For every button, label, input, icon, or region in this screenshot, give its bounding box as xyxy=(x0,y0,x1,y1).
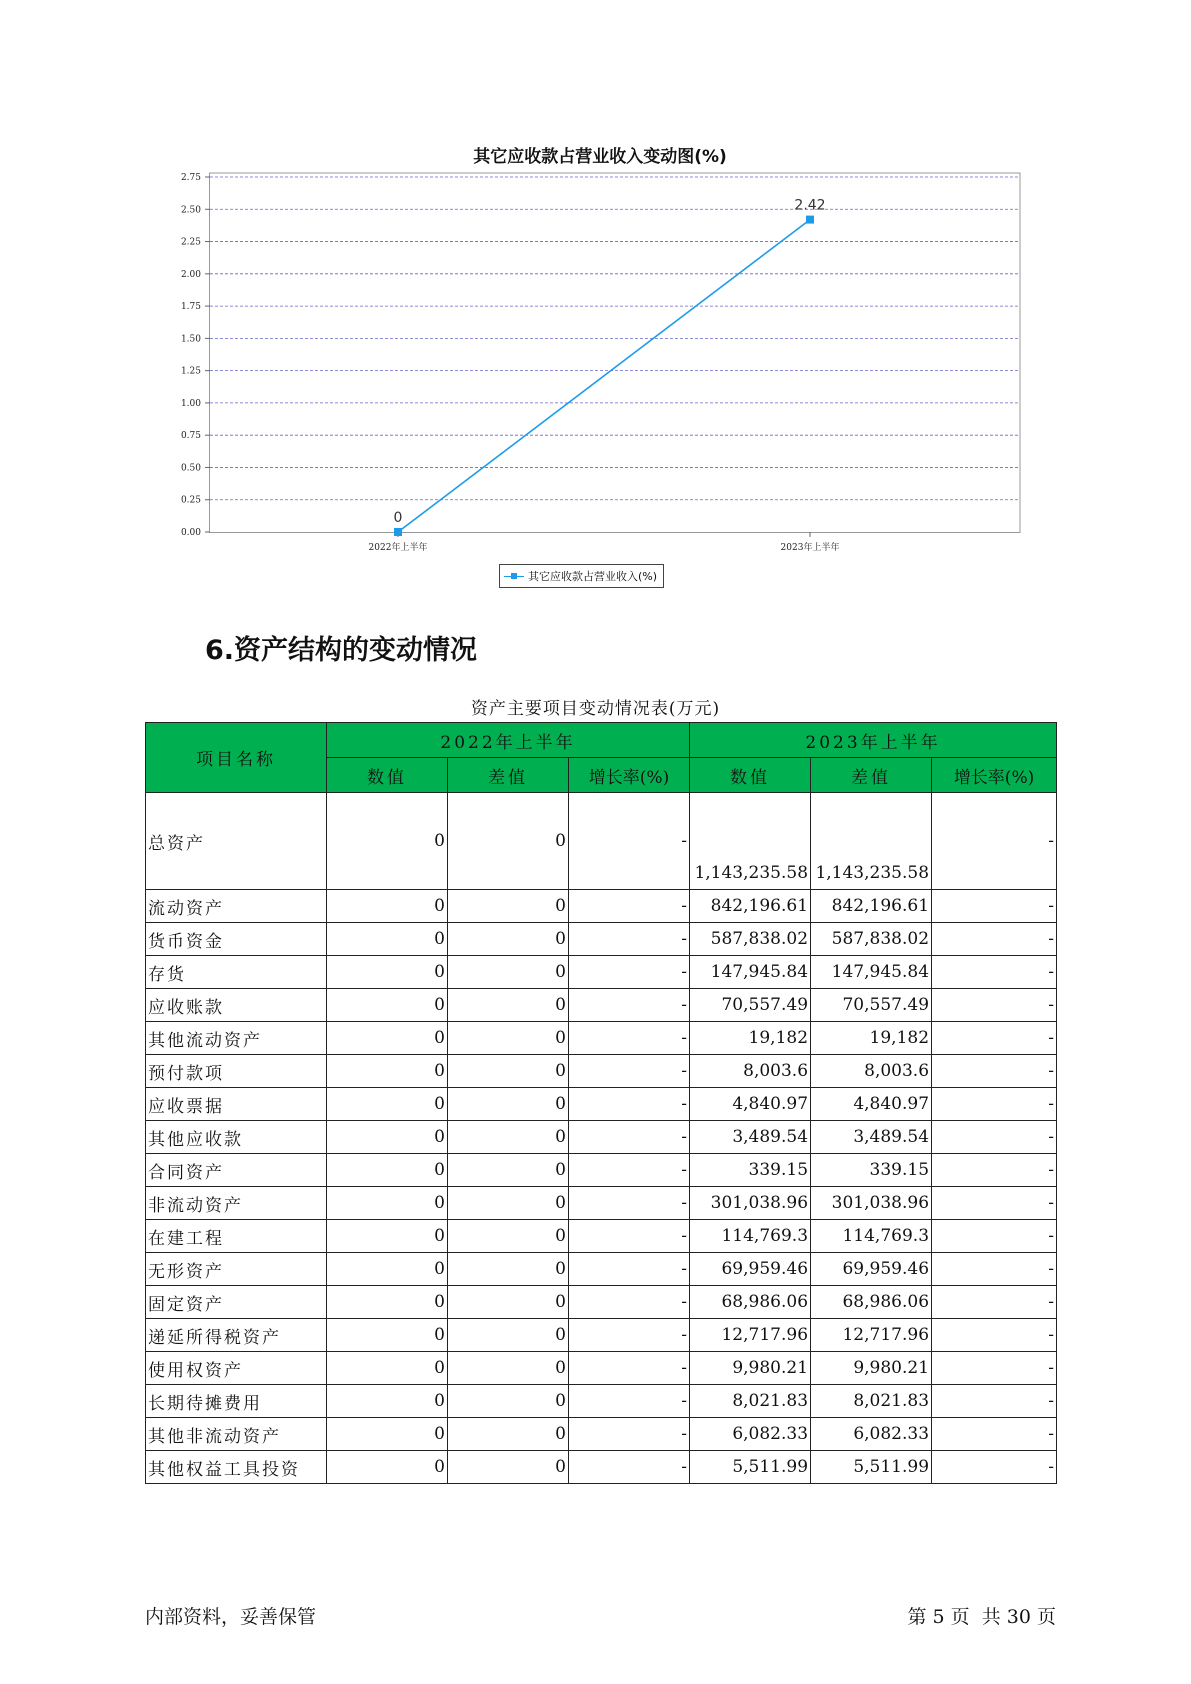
cell-growth-2023: - xyxy=(932,956,1057,989)
cell-value-2023: 842,196.61 xyxy=(690,890,811,923)
subheader-diff-2: 差值 xyxy=(811,758,932,793)
y-tick-label: 0.00 xyxy=(180,528,201,538)
row-item-name: 固定资产 xyxy=(146,1286,327,1319)
cell-growth-2023: - xyxy=(932,923,1057,956)
subheader-value-2: 数值 xyxy=(690,758,811,793)
cell-value-2022: 0 xyxy=(327,1385,448,1418)
cell-growth-2023: - xyxy=(932,1121,1057,1154)
cell-diff-2022: 0 xyxy=(448,1187,569,1220)
cell-value-2022: 0 xyxy=(327,1319,448,1352)
cell-diff-2023: 6,082.33 xyxy=(811,1418,932,1451)
cell-value-2023: 1,143,235.58 xyxy=(690,793,811,890)
chart-legend xyxy=(499,564,664,588)
y-tick-label: 0.50 xyxy=(180,463,201,474)
cell-diff-2023: 5,511.99 xyxy=(811,1451,932,1484)
series-line xyxy=(398,220,810,532)
cell-value-2023: 3,489.54 xyxy=(690,1121,811,1154)
cell-diff-2023: 3,489.54 xyxy=(811,1121,932,1154)
cell-growth-2023: - xyxy=(932,1253,1057,1286)
table-row xyxy=(146,793,1057,890)
y-tick-label: 1.25 xyxy=(180,366,201,377)
cell-growth-2023: - xyxy=(932,1352,1057,1385)
cell-diff-2022: 0 xyxy=(448,793,569,890)
line-chart xyxy=(150,165,1030,565)
cell-growth-2022: - xyxy=(569,956,690,989)
cell-growth-2022: - xyxy=(569,1319,690,1352)
y-tick-label: 0.25 xyxy=(180,495,201,506)
row-item-name: 存货 xyxy=(146,956,327,989)
table-row xyxy=(146,956,1057,989)
cell-growth-2022: - xyxy=(569,1088,690,1121)
data-label: 2.42 xyxy=(794,197,826,214)
table-caption: 资产主要项目变动情况表(万元) xyxy=(470,699,721,719)
row-item-name: 合同资产 xyxy=(146,1154,327,1187)
row-item-name: 其他应收款 xyxy=(146,1121,327,1154)
legend-series-marker xyxy=(504,571,524,581)
cell-diff-2023: 68,986.06 xyxy=(811,1286,932,1319)
row-item-name: 其他权益工具投资 xyxy=(146,1451,327,1484)
cell-growth-2023: - xyxy=(932,1187,1057,1220)
cell-diff-2022: 0 xyxy=(448,1451,569,1484)
table-row xyxy=(146,1187,1057,1220)
cell-value-2022: 0 xyxy=(327,956,448,989)
x-tick-label: 2023年上半年 xyxy=(780,543,840,553)
cell-value-2022: 0 xyxy=(327,1253,448,1286)
cell-value-2022: 0 xyxy=(327,1352,448,1385)
cell-diff-2023: 4,840.97 xyxy=(811,1088,932,1121)
row-item-name: 应收账款 xyxy=(146,989,327,1022)
cell-growth-2023: - xyxy=(932,793,1057,890)
row-item-name: 预付款项 xyxy=(146,1055,327,1088)
data-point xyxy=(806,216,814,224)
y-tick-label: 1.00 xyxy=(180,398,201,409)
cell-value-2022: 0 xyxy=(327,1022,448,1055)
cell-growth-2023: - xyxy=(932,1451,1057,1484)
cell-diff-2023: 587,838.02 xyxy=(811,923,932,956)
table-row xyxy=(146,1022,1057,1055)
table-body xyxy=(146,793,1057,1484)
cell-growth-2022: - xyxy=(569,1253,690,1286)
table-row xyxy=(146,923,1057,956)
cell-value-2022: 0 xyxy=(327,989,448,1022)
subheader-diff-1: 差值 xyxy=(448,758,569,793)
cell-diff-2023: 69,959.46 xyxy=(811,1253,932,1286)
cell-value-2022: 0 xyxy=(327,1187,448,1220)
row-item-name: 长期待摊费用 xyxy=(146,1385,327,1418)
cell-value-2022: 0 xyxy=(327,1154,448,1187)
table-row xyxy=(146,1088,1057,1121)
y-tick-label: 2.50 xyxy=(180,205,201,216)
row-item-name: 使用权资产 xyxy=(146,1352,327,1385)
cell-diff-2023: 301,038.96 xyxy=(811,1187,932,1220)
cell-value-2022: 0 xyxy=(327,793,448,890)
table-row xyxy=(146,1121,1057,1154)
cell-diff-2022: 0 xyxy=(448,1088,569,1121)
data-point xyxy=(394,528,402,536)
cell-value-2023: 339.15 xyxy=(690,1154,811,1187)
cell-value-2023: 301,038.96 xyxy=(690,1187,811,1220)
cell-value-2022: 0 xyxy=(327,1418,448,1451)
cell-value-2023: 8,003.6 xyxy=(690,1055,811,1088)
cell-diff-2022: 0 xyxy=(448,1121,569,1154)
table-row xyxy=(146,1220,1057,1253)
cell-diff-2023: 842,196.61 xyxy=(811,890,932,923)
row-item-name: 递延所得税资产 xyxy=(146,1319,327,1352)
cell-value-2023: 12,717.96 xyxy=(690,1319,811,1352)
table-row xyxy=(146,1154,1057,1187)
cell-growth-2022: - xyxy=(569,1451,690,1484)
cell-growth-2022: - xyxy=(569,1385,690,1418)
cell-diff-2022: 0 xyxy=(448,1154,569,1187)
cell-growth-2022: - xyxy=(569,1121,690,1154)
cell-diff-2023: 70,557.49 xyxy=(811,989,932,1022)
cell-diff-2023: 12,717.96 xyxy=(811,1319,932,1352)
cell-value-2023: 19,182 xyxy=(690,1022,811,1055)
cell-diff-2022: 0 xyxy=(448,1220,569,1253)
cell-growth-2022: - xyxy=(569,793,690,890)
cell-diff-2023: 339.15 xyxy=(811,1154,932,1187)
cell-growth-2022: - xyxy=(569,1286,690,1319)
cell-growth-2023: - xyxy=(932,989,1057,1022)
cell-diff-2023: 19,182 xyxy=(811,1022,932,1055)
footer-confidential-note: 内部资料，妥善保管 xyxy=(145,1606,317,1628)
row-item-name: 总资产 xyxy=(146,793,327,890)
cell-diff-2023: 1,143,235.58 xyxy=(811,793,932,890)
cell-value-2022: 0 xyxy=(327,1286,448,1319)
cell-growth-2023: - xyxy=(932,1088,1057,1121)
cell-growth-2022: - xyxy=(569,989,690,1022)
table-row xyxy=(146,989,1057,1022)
legend-series-label: 其它应收款占营业收入(%) xyxy=(528,570,658,583)
cell-growth-2022: - xyxy=(569,1418,690,1451)
plot-area-frame xyxy=(210,173,1021,533)
table-row xyxy=(146,1385,1057,1418)
footer-page-number: 第 5 页 共 30 页 xyxy=(907,1606,1056,1628)
cell-value-2022: 0 xyxy=(327,890,448,923)
cell-diff-2023: 114,769.3 xyxy=(811,1220,932,1253)
cell-growth-2023: - xyxy=(932,1418,1057,1451)
table-row xyxy=(146,1418,1057,1451)
row-item-name: 在建工程 xyxy=(146,1220,327,1253)
row-item-name: 无形资产 xyxy=(146,1253,327,1286)
cell-diff-2022: 0 xyxy=(448,1352,569,1385)
cell-growth-2023: - xyxy=(932,1385,1057,1418)
cell-value-2023: 8,021.83 xyxy=(690,1385,811,1418)
data-label: 0 xyxy=(393,510,403,526)
cell-diff-2022: 0 xyxy=(448,1286,569,1319)
table-row xyxy=(146,1286,1057,1319)
cell-growth-2022: - xyxy=(569,1022,690,1055)
cell-growth-2022: - xyxy=(569,1187,690,1220)
cell-growth-2023: - xyxy=(932,1022,1057,1055)
cell-value-2022: 0 xyxy=(327,1088,448,1121)
cell-value-2022: 0 xyxy=(327,1220,448,1253)
cell-growth-2023: - xyxy=(932,1154,1057,1187)
cell-diff-2022: 0 xyxy=(448,890,569,923)
cell-growth-2022: - xyxy=(569,923,690,956)
cell-growth-2022: - xyxy=(569,1220,690,1253)
table-row xyxy=(146,1352,1057,1385)
cell-diff-2023: 147,945.84 xyxy=(811,956,932,989)
cell-value-2022: 0 xyxy=(327,1055,448,1088)
row-item-name: 应收票据 xyxy=(146,1088,327,1121)
cell-growth-2023: - xyxy=(932,1220,1057,1253)
header-period-1: 2022年上半年 xyxy=(327,723,690,758)
cell-value-2023: 587,838.02 xyxy=(690,923,811,956)
cell-growth-2022: - xyxy=(569,1154,690,1187)
y-tick-label: 1.75 xyxy=(180,302,201,313)
y-tick-label: 2.25 xyxy=(180,237,201,248)
y-tick-label: 0.75 xyxy=(180,431,201,442)
table-row xyxy=(146,1451,1057,1484)
cell-value-2023: 68,986.06 xyxy=(690,1286,811,1319)
cell-diff-2022: 0 xyxy=(448,1253,569,1286)
y-tick-label: 1.50 xyxy=(180,334,201,345)
cell-diff-2022: 0 xyxy=(448,956,569,989)
cell-growth-2023: - xyxy=(932,1319,1057,1352)
header-item-name: 项目名称 xyxy=(146,723,327,793)
cell-diff-2022: 0 xyxy=(448,1022,569,1055)
subheader-growth-2: 增长率(%) xyxy=(932,758,1057,793)
cell-value-2023: 9,980.21 xyxy=(690,1352,811,1385)
cell-value-2022: 0 xyxy=(327,1121,448,1154)
row-item-name: 流动资产 xyxy=(146,890,327,923)
table-row xyxy=(146,1319,1057,1352)
row-item-name: 其他流动资产 xyxy=(146,1022,327,1055)
cell-value-2023: 147,945.84 xyxy=(690,956,811,989)
cell-diff-2023: 9,980.21 xyxy=(811,1352,932,1385)
cell-value-2023: 114,769.3 xyxy=(690,1220,811,1253)
y-tick-label: 2.00 xyxy=(180,269,201,280)
cell-value-2023: 5,511.99 xyxy=(690,1451,811,1484)
cell-diff-2022: 0 xyxy=(448,1055,569,1088)
cell-diff-2023: 8,021.83 xyxy=(811,1385,932,1418)
cell-growth-2023: - xyxy=(932,1055,1057,1088)
asset-structure-table xyxy=(145,722,1057,1484)
x-tick-label: 2022年上半年 xyxy=(368,543,428,553)
cell-value-2023: 69,959.46 xyxy=(690,1253,811,1286)
table-row xyxy=(146,1253,1057,1286)
cell-diff-2023: 8,003.6 xyxy=(811,1055,932,1088)
section-heading: 6.资产结构的变动情况 xyxy=(205,635,478,666)
cell-value-2023: 4,840.97 xyxy=(690,1088,811,1121)
cell-diff-2022: 0 xyxy=(448,1418,569,1451)
cell-growth-2023: - xyxy=(932,1286,1057,1319)
cell-growth-2022: - xyxy=(569,890,690,923)
table-row xyxy=(146,1055,1057,1088)
cell-value-2022: 0 xyxy=(327,1451,448,1484)
table-row xyxy=(146,890,1057,923)
chart-title: 其它应收款占营业收入变动图(%) xyxy=(473,147,727,167)
cell-diff-2022: 0 xyxy=(448,1385,569,1418)
cell-diff-2022: 0 xyxy=(448,989,569,1022)
cell-growth-2022: - xyxy=(569,1055,690,1088)
cell-diff-2022: 0 xyxy=(448,923,569,956)
y-tick-label: 2.75 xyxy=(180,173,201,183)
cell-growth-2022: - xyxy=(569,1352,690,1385)
cell-value-2023: 70,557.49 xyxy=(690,989,811,1022)
subheader-growth-1: 增长率(%) xyxy=(569,758,690,793)
row-item-name: 其他非流动资产 xyxy=(146,1418,327,1451)
header-period-2: 2023年上半年 xyxy=(690,723,1057,758)
row-item-name: 货币资金 xyxy=(146,923,327,956)
row-item-name: 非流动资产 xyxy=(146,1187,327,1220)
cell-value-2023: 6,082.33 xyxy=(690,1418,811,1451)
cell-value-2022: 0 xyxy=(327,923,448,956)
subheader-value-1: 数值 xyxy=(327,758,448,793)
cell-diff-2022: 0 xyxy=(448,1319,569,1352)
cell-growth-2023: - xyxy=(932,890,1057,923)
